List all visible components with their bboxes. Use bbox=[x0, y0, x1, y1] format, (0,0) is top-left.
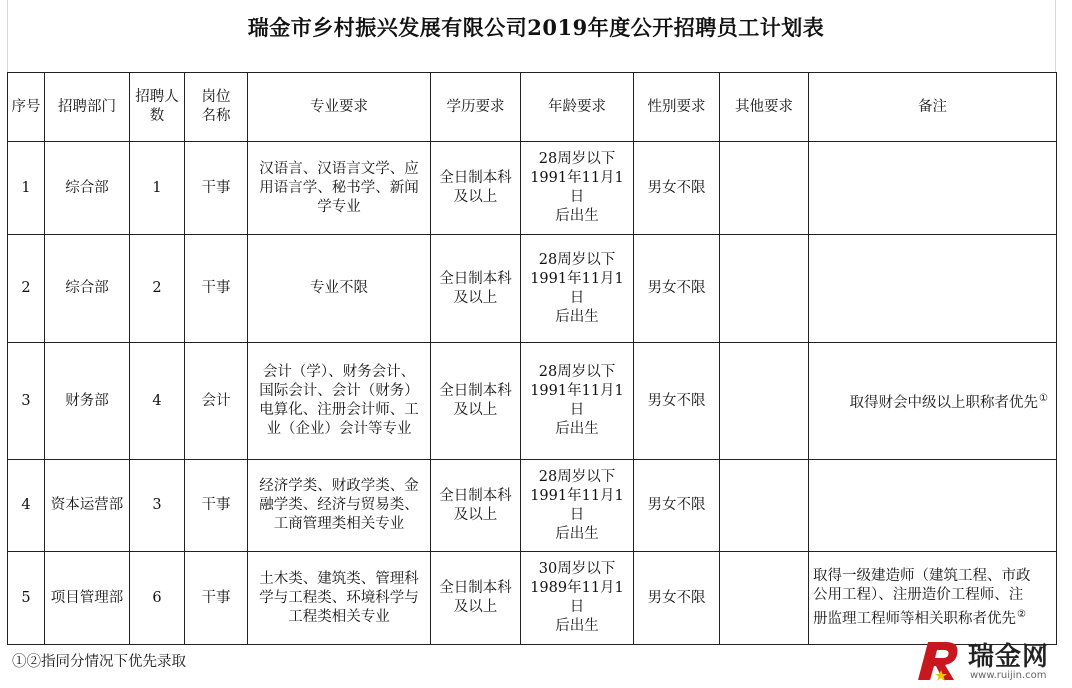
cell-edu: 全日制本科 及以上 bbox=[431, 235, 521, 343]
cell-age: 28周岁以下 1991年11月1日 后出生 bbox=[521, 343, 634, 460]
header-seq: 序号 bbox=[8, 73, 45, 142]
ruijin-logo-icon bbox=[912, 636, 966, 684]
cell-seq: 5 bbox=[8, 552, 45, 645]
table-row bbox=[8, 460, 1057, 552]
cell-dept: 综合部 bbox=[45, 142, 130, 235]
cell-count: 6 bbox=[130, 552, 185, 645]
cell-major: 经济学类、财政学类、金 融学类、经济与贸易类、 工商管理类相关专业 bbox=[248, 460, 431, 552]
cell-remark bbox=[809, 343, 1057, 460]
cell-dept: 综合部 bbox=[45, 235, 130, 343]
header-major: 专业要求 bbox=[248, 73, 431, 142]
cell-edu: 全日制本科 及以上 bbox=[431, 460, 521, 552]
cell-position: 干事 bbox=[185, 460, 248, 552]
header-row bbox=[8, 73, 1057, 142]
cell-major: 汉语言、汉语言文学、应 用语言学、秘书学、新闻 学专业 bbox=[248, 142, 431, 235]
cell-count: 4 bbox=[130, 343, 185, 460]
cell-count: 1 bbox=[130, 142, 185, 235]
cell-seq: 1 bbox=[8, 142, 45, 235]
table-row bbox=[8, 235, 1057, 343]
cell-age: 28周岁以下 1991年11月1日 后出生 bbox=[521, 142, 634, 235]
cell-dept: 项目管理部 bbox=[45, 552, 130, 645]
recruitment-plan-table bbox=[7, 72, 1057, 645]
cell-gender: 男女不限 bbox=[634, 343, 720, 460]
cell-position: 干事 bbox=[185, 235, 248, 343]
header-gender: 性别要求 bbox=[634, 73, 720, 142]
cell-seq: 2 bbox=[8, 235, 45, 343]
cell-gender: 男女不限 bbox=[634, 460, 720, 552]
header-remark: 备注 bbox=[809, 73, 1057, 142]
cell-seq: 3 bbox=[8, 343, 45, 460]
header-age: 年龄要求 bbox=[521, 73, 634, 142]
cell-major: 专业不限 bbox=[248, 235, 431, 343]
header-other: 其他要求 bbox=[720, 73, 809, 142]
cell-count: 2 bbox=[130, 235, 185, 343]
cell-remark bbox=[809, 235, 1057, 343]
watermark-logo bbox=[912, 636, 1068, 684]
cell-other bbox=[720, 552, 809, 645]
cell-remark bbox=[809, 142, 1057, 235]
cell-remark: 取得一级建造师（建筑工程、市政 公用工程）、注册造价工程师、注 册监理工程师等相关职称者优先② bbox=[809, 552, 1057, 645]
cell-age: 28周岁以下 1991年11月1日 后出生 bbox=[521, 460, 634, 552]
table-row bbox=[8, 552, 1057, 645]
cell-remark bbox=[809, 460, 1057, 552]
table-row bbox=[8, 343, 1057, 460]
cell-count: 3 bbox=[130, 460, 185, 552]
header-count: 招聘人 数 bbox=[130, 73, 185, 142]
cell-edu: 全日制本科 及以上 bbox=[431, 343, 521, 460]
cell-age: 30周岁以下 1989年11月1日 后出生 bbox=[521, 552, 634, 645]
cell-dept: 财务部 bbox=[45, 343, 130, 460]
cell-gender: 男女不限 bbox=[634, 552, 720, 645]
footnote: ①②指同分情况下优先录取 bbox=[12, 654, 186, 670]
cell-major: 土木类、建筑类、管理科 学与工程类、环境科学与 工程类相关专业 bbox=[248, 552, 431, 645]
cell-other bbox=[720, 235, 809, 343]
cell-seq: 4 bbox=[8, 460, 45, 552]
cell-gender: 男女不限 bbox=[634, 235, 720, 343]
remark-text: 取得财会中级以上职称者优先 bbox=[849, 395, 1039, 411]
remark-footnote-mark: ① bbox=[1039, 393, 1048, 404]
remark-footnote-mark: ② bbox=[1017, 609, 1026, 620]
cell-dept: 资本运营部 bbox=[45, 460, 130, 552]
cell-edu: 全日制本科 及以上 bbox=[431, 142, 521, 235]
cell-other bbox=[720, 142, 809, 235]
cell-other bbox=[720, 343, 809, 460]
header-dept: 招聘部门 bbox=[45, 73, 130, 142]
cell-other bbox=[720, 460, 809, 552]
watermark-text: 瑞金网 bbox=[968, 642, 1050, 672]
cell-age: 28周岁以下 1991年11月1日 后出生 bbox=[521, 235, 634, 343]
cell-position: 会计 bbox=[185, 343, 248, 460]
header-position: 岗位 名称 bbox=[185, 73, 248, 142]
table-row bbox=[8, 142, 1057, 235]
page-title: 瑞金市乡村振兴发展有限公司2019年度公开招聘员工计划表 bbox=[247, 15, 825, 40]
header-edu: 学历要求 bbox=[431, 73, 521, 142]
cell-edu: 全日制本科 及以上 bbox=[431, 552, 521, 645]
cell-position: 干事 bbox=[185, 552, 248, 645]
cell-major: 会计（学）、财务会计、 国际会计、会计（财务） 电算化、注册会计师、工 业（企业）会计等专业 bbox=[248, 343, 431, 460]
cell-position: 干事 bbox=[185, 142, 248, 235]
cell-gender: 男女不限 bbox=[634, 142, 720, 235]
watermark-url: www.ruijin.com bbox=[970, 670, 1047, 681]
